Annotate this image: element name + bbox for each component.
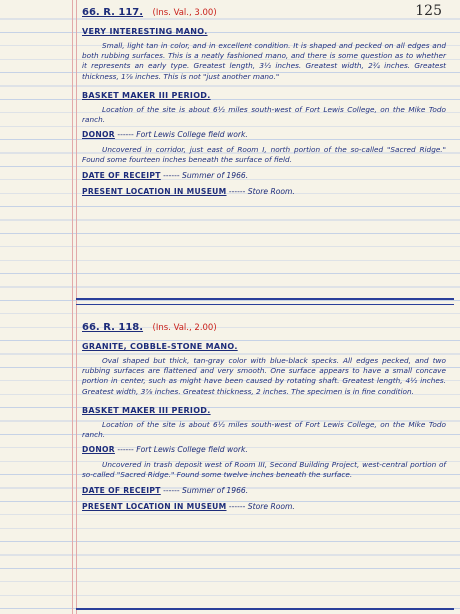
donor-line: DONOR ------ Fort Lewis College field work. [82, 445, 248, 455]
insurance-value: (Ins. Val., 3.00) [152, 8, 217, 18]
entry-header [82, 3, 446, 23]
receipt-label: DATE OF RECEIPT [82, 485, 161, 495]
donor-label: DONOR [82, 130, 115, 140]
museum-location-label: PRESENT LOCATION IN MUSEUM [82, 186, 227, 196]
catalog-number: 66. R. 117. [82, 7, 144, 18]
period: BASKET MAKER III PERIOD. [82, 90, 211, 100]
insurance-value: (Ins. Val., 2.00) [152, 323, 217, 333]
donor-line: DONOR ------ Fort Lewis College field work. [82, 130, 248, 140]
receipt-value: Summer of 1966. [182, 170, 249, 180]
museum-location-value: Store Room. [247, 186, 295, 196]
receipt-line: DATE OF RECEIPT ------ Summer of 1966. [82, 170, 249, 180]
description: Oval shaped but thick, tan-gray color with blue-black specks. All edges pecked, and two rubbing surfaces are flattened and very smooth. One surface appears to have a small concave portion in center, such as might have been caused by rotating shaft. Greatest length, 4½ inches. Greatest width, 3⅞ inches. Greatest thickness, 2 inches. The specimen is in fine condition. [82, 356, 446, 396]
museum-location-value: Store Room. [247, 501, 295, 511]
page-number: 125 [415, 3, 442, 19]
museum-location-label: PRESENT LOCATION IN MUSEUM [82, 501, 227, 511]
entry-header [82, 318, 446, 338]
catalog-entry [82, 318, 446, 517]
location: Location of the site is about 6½ miles south-west of Fort Lewis College, on the Mike Todo ranch. [82, 104, 446, 125]
museum-location-line: PRESENT LOCATION IN MUSEUM ------ Store Room. [82, 186, 295, 196]
margin-line-inner [76, 0, 77, 614]
description: Small, light tan in color, and in excellent condition. It is shaped and pecked on all edges and both rubbing surfaces. This is a neatly fashioned mano, and there is some question as to whether it represents an early type. Greatest length, 3½ inches. Greatest width, 2¾ inches. Greatest thickness, 1⅞ inches. This is not "just another mano." [82, 41, 446, 81]
catalog-number: 66. R. 118. [82, 322, 144, 333]
donor-value: Fort Lewis College field work. [136, 130, 248, 140]
receipt-line: DATE OF RECEIPT ------ Summer of 1966. [82, 485, 249, 495]
margin-line [72, 0, 73, 614]
entry-title: GRANITE, COBBLE-STONE MANO. [82, 342, 238, 351]
receipt-label: DATE OF RECEIPT [82, 170, 161, 180]
catalog-entry [82, 3, 446, 202]
receipt-value: Summer of 1966. [182, 485, 249, 495]
location: Location of the site is about 6½ miles south-west of Fort Lewis College, on the Mike Todo ranch. [82, 419, 446, 440]
museum-location-line: PRESENT LOCATION IN MUSEUM ------ Store Room. [82, 501, 295, 511]
uncovered-note: Uncovered in corridor, just east of Room I, north portion of the so-called "Sacred Ridge." Found some fourteen inches beneath the surface of field. [82, 145, 446, 165]
entry-separator [76, 608, 454, 614]
uncovered-note: Uncovered in trash deposit west of Room III, Second Building Project, west-central portion of so-called "Sacred Ridge." Found some twelve inches beneath the surface. [82, 460, 446, 480]
donor-value: Fort Lewis College field work. [136, 445, 248, 455]
entry-separator [76, 298, 454, 305]
donor-label: DONOR [82, 445, 115, 455]
entry-title: VERY INTERESTING MANO. [82, 27, 208, 36]
period: BASKET MAKER III PERIOD. [82, 405, 211, 415]
